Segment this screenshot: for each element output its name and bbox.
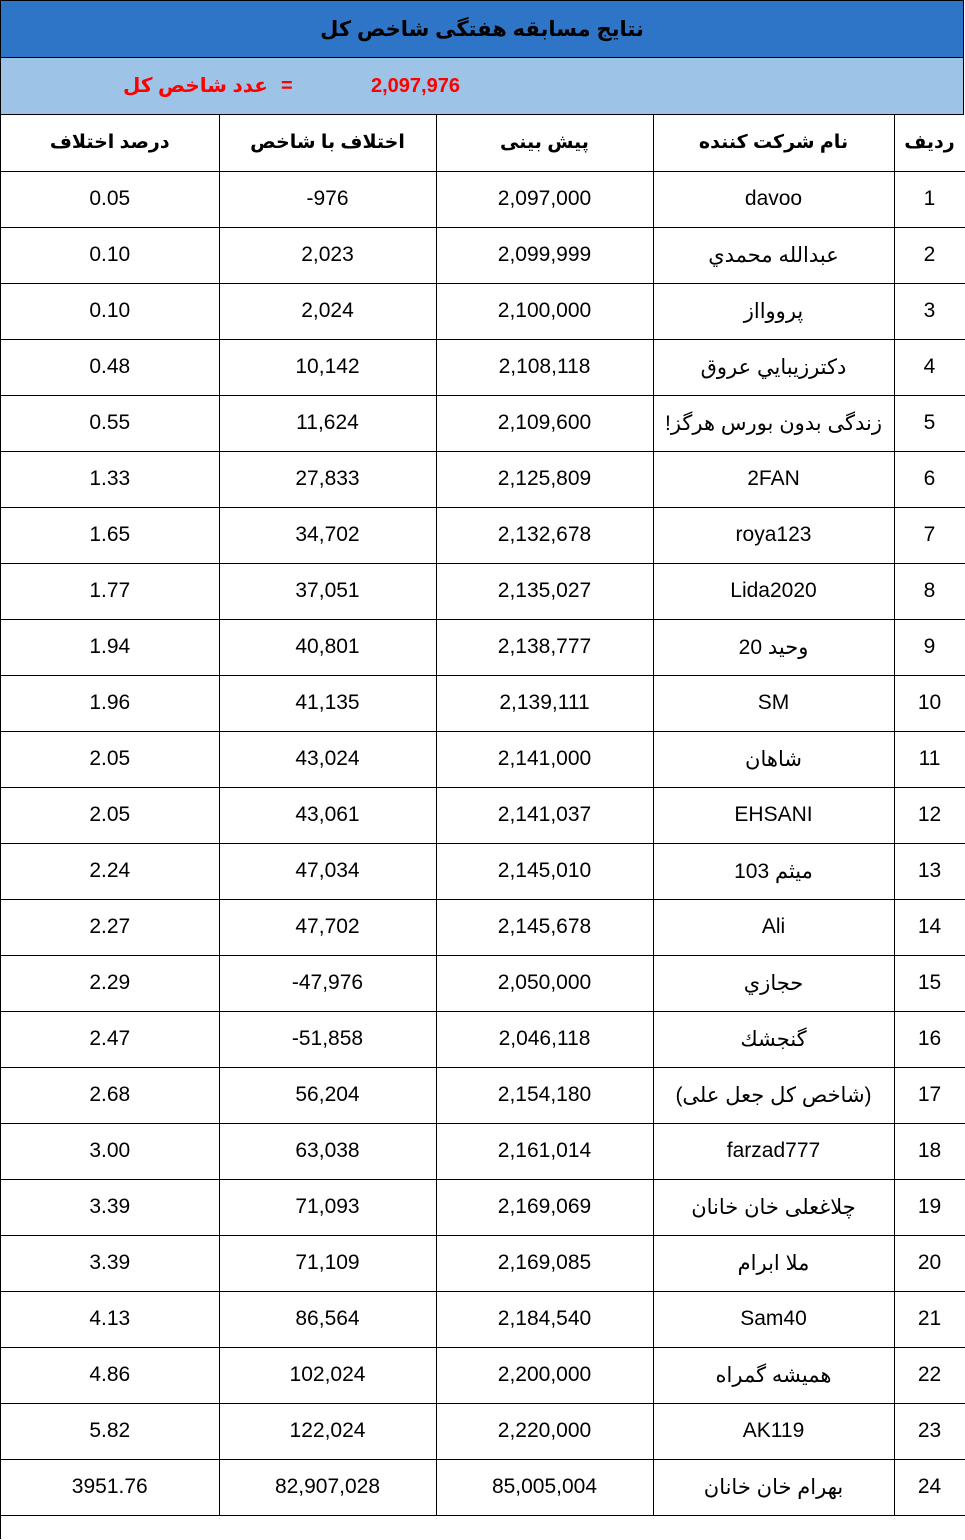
cell-diff: 43,024 (219, 731, 436, 787)
table-row (1, 451, 965, 507)
cell-forecast: 2,125,809 (436, 451, 653, 507)
cell-rank: 9 (894, 619, 965, 675)
cell-percent: 0.10 (1, 283, 219, 339)
table-row (1, 955, 965, 1011)
cell-forecast: 2,050,000 (436, 955, 653, 1011)
cell-forecast: 2,109,600 (436, 395, 653, 451)
cell-name: دكترزيبايي عروق (653, 339, 894, 395)
cell-rank: 20 (894, 1235, 965, 1291)
cell-name: AK119 (653, 1403, 894, 1459)
cell-forecast: 2,135,027 (436, 563, 653, 619)
table-header-row (1, 115, 965, 171)
cell-name: Ali (653, 899, 894, 955)
table-row (1, 563, 965, 619)
cell-forecast: 2,108,118 (436, 339, 653, 395)
cell-name: گنجشك (653, 1011, 894, 1067)
cell-forecast: 2,145,678 (436, 899, 653, 955)
index-label: عدد شاخص کل (123, 75, 268, 97)
cell-rank: 23 (894, 1403, 965, 1459)
header-diff: اختلاف با شاخص (219, 115, 436, 171)
table-row (1, 675, 965, 731)
cell-diff: -51,858 (219, 1011, 436, 1067)
cell-name: چلاغعلی خان خانان (653, 1179, 894, 1235)
cell-diff: 11,624 (219, 395, 436, 451)
cell-diff: 82,907,028 (219, 1459, 436, 1515)
cell-rank: 21 (894, 1291, 965, 1347)
table-row (1, 1011, 965, 1067)
cell-name: حجازي (653, 955, 894, 1011)
cell-name: (شاخص کل جعل علی) (653, 1067, 894, 1123)
cell-name: 2FAN (653, 451, 894, 507)
cell-rank: 14 (894, 899, 965, 955)
table-row (1, 1067, 965, 1123)
cell-forecast: 2,097,000 (436, 171, 653, 227)
cell-percent: 0.55 (1, 395, 219, 451)
cell-diff: 71,109 (219, 1235, 436, 1291)
cell-percent: 2.05 (1, 787, 219, 843)
header-rank: ردیف (894, 115, 965, 171)
cell-rank: 18 (894, 1123, 965, 1179)
cell-percent: 3.39 (1, 1179, 219, 1235)
cell-forecast: 85,005,004 (436, 1459, 653, 1515)
cell-diff: 86,564 (219, 1291, 436, 1347)
cell-rank: 11 (894, 731, 965, 787)
cell-forecast: 2,141,000 (436, 731, 653, 787)
cell-percent: 1.77 (1, 563, 219, 619)
cell-forecast: 2,100,000 (436, 283, 653, 339)
cell-rank: 22 (894, 1347, 965, 1403)
cell-rank: 13 (894, 843, 965, 899)
cell-rank: 17 (894, 1067, 965, 1123)
cell-name: Sam40 (653, 1291, 894, 1347)
index-equals-sign: = (281, 75, 293, 97)
cell-rank: 1 (894, 171, 965, 227)
results-table (1, 115, 965, 1516)
index-banner (1, 58, 964, 115)
cell-forecast: 2,161,014 (436, 1123, 653, 1179)
cell-rank: 7 (894, 507, 965, 563)
cell-forecast: 2,145,010 (436, 843, 653, 899)
cell-percent: 1.33 (1, 451, 219, 507)
cell-percent: 2.27 (1, 899, 219, 955)
cell-name: roya123 (653, 507, 894, 563)
cell-diff: 71,093 (219, 1179, 436, 1235)
cell-forecast: 2,169,085 (436, 1235, 653, 1291)
cell-rank: 24 (894, 1459, 965, 1515)
cell-percent: 1.65 (1, 507, 219, 563)
cell-name: farzad777 (653, 1123, 894, 1179)
header-name: نام شرکت کننده (653, 115, 894, 171)
cell-diff: 43,061 (219, 787, 436, 843)
cell-rank: 16 (894, 1011, 965, 1067)
cell-rank: 5 (894, 395, 965, 451)
cell-name: EHSANI (653, 787, 894, 843)
cell-percent: 4.86 (1, 1347, 219, 1403)
cell-forecast: 2,132,678 (436, 507, 653, 563)
cell-name: davoo (653, 171, 894, 227)
cell-percent: 2.47 (1, 1011, 219, 1067)
cell-name: عبدالله محمدي (653, 227, 894, 283)
table-row (1, 1291, 965, 1347)
table-row (1, 395, 965, 451)
cell-percent: 2.68 (1, 1067, 219, 1123)
header-forecast: پیش بینی (436, 115, 653, 171)
table-row (1, 283, 965, 339)
cell-diff: 41,135 (219, 675, 436, 731)
cell-rank: 19 (894, 1179, 965, 1235)
index-value: 2,097,976 (371, 75, 460, 97)
table-row (1, 339, 965, 395)
cell-diff: 40,801 (219, 619, 436, 675)
cell-name: SM (653, 675, 894, 731)
cell-percent: 1.96 (1, 675, 219, 731)
cell-forecast: 2,200,000 (436, 1347, 653, 1403)
cell-name: ملا ابرام (653, 1235, 894, 1291)
cell-percent: 4.13 (1, 1291, 219, 1347)
cell-rank: 2 (894, 227, 965, 283)
cell-diff: 102,024 (219, 1347, 436, 1403)
cell-forecast: 2,154,180 (436, 1067, 653, 1123)
cell-percent: 5.82 (1, 1403, 219, 1459)
table-row (1, 619, 965, 675)
cell-percent: 0.05 (1, 171, 219, 227)
cell-rank: 15 (894, 955, 965, 1011)
cell-name: شاهان (653, 731, 894, 787)
cell-diff: 47,034 (219, 843, 436, 899)
cell-percent: 3.00 (1, 1123, 219, 1179)
cell-rank: 4 (894, 339, 965, 395)
table-row (1, 507, 965, 563)
cell-name: بهرام خان خانان (653, 1459, 894, 1515)
cell-percent: 1.94 (1, 619, 219, 675)
cell-forecast: 2,169,069 (436, 1179, 653, 1235)
cell-name: همیشه گمراه (653, 1347, 894, 1403)
cell-diff: 27,833 (219, 451, 436, 507)
table-row (1, 1123, 965, 1179)
cell-forecast: 2,046,118 (436, 1011, 653, 1067)
table-row (1, 227, 965, 283)
table-row (1, 1235, 965, 1291)
title-banner (1, 1, 964, 58)
cell-name: ميثم 103 (653, 843, 894, 899)
cell-name: پرووااز (653, 283, 894, 339)
table-row (1, 899, 965, 955)
header-percent: درصد اختلاف (1, 115, 219, 171)
table-row (1, 1403, 965, 1459)
cell-rank: 6 (894, 451, 965, 507)
cell-forecast: 2,139,111 (436, 675, 653, 731)
cell-diff: 2,024 (219, 283, 436, 339)
cell-diff: 2,023 (219, 227, 436, 283)
cell-diff: 34,702 (219, 507, 436, 563)
cell-name: وحيد 20 (653, 619, 894, 675)
cell-percent: 2.05 (1, 731, 219, 787)
cell-diff: 56,204 (219, 1067, 436, 1123)
cell-percent: 2.29 (1, 955, 219, 1011)
cell-forecast: 2,099,999 (436, 227, 653, 283)
table-row (1, 787, 965, 843)
table-row (1, 1459, 965, 1515)
cell-rank: 10 (894, 675, 965, 731)
table-row (1, 171, 965, 227)
cell-name: زندگی بدون بورس هرگز! (653, 395, 894, 451)
cell-diff: 10,142 (219, 339, 436, 395)
cell-percent: 3951.76 (1, 1459, 219, 1515)
cell-diff: -976 (219, 171, 436, 227)
table-row (1, 1179, 965, 1235)
table-row (1, 731, 965, 787)
cell-percent: 3.39 (1, 1235, 219, 1291)
cell-diff: 63,038 (219, 1123, 436, 1179)
cell-percent: 2.24 (1, 843, 219, 899)
cell-name: Lida2020 (653, 563, 894, 619)
page-title: نتایج مسابقه هفتگی شاخص کل (320, 17, 644, 41)
cell-diff: 37,051 (219, 563, 436, 619)
cell-rank: 12 (894, 787, 965, 843)
table-row (1, 843, 965, 899)
cell-percent: 0.48 (1, 339, 219, 395)
cell-diff: 47,702 (219, 899, 436, 955)
cell-forecast: 2,141,037 (436, 787, 653, 843)
cell-rank: 3 (894, 283, 965, 339)
table-row (1, 1347, 965, 1403)
cell-percent: 0.10 (1, 227, 219, 283)
cell-forecast: 2,184,540 (436, 1291, 653, 1347)
cell-diff: 122,024 (219, 1403, 436, 1459)
cell-forecast: 2,138,777 (436, 619, 653, 675)
cell-diff: -47,976 (219, 955, 436, 1011)
cell-forecast: 2,220,000 (436, 1403, 653, 1459)
cell-rank: 8 (894, 563, 965, 619)
